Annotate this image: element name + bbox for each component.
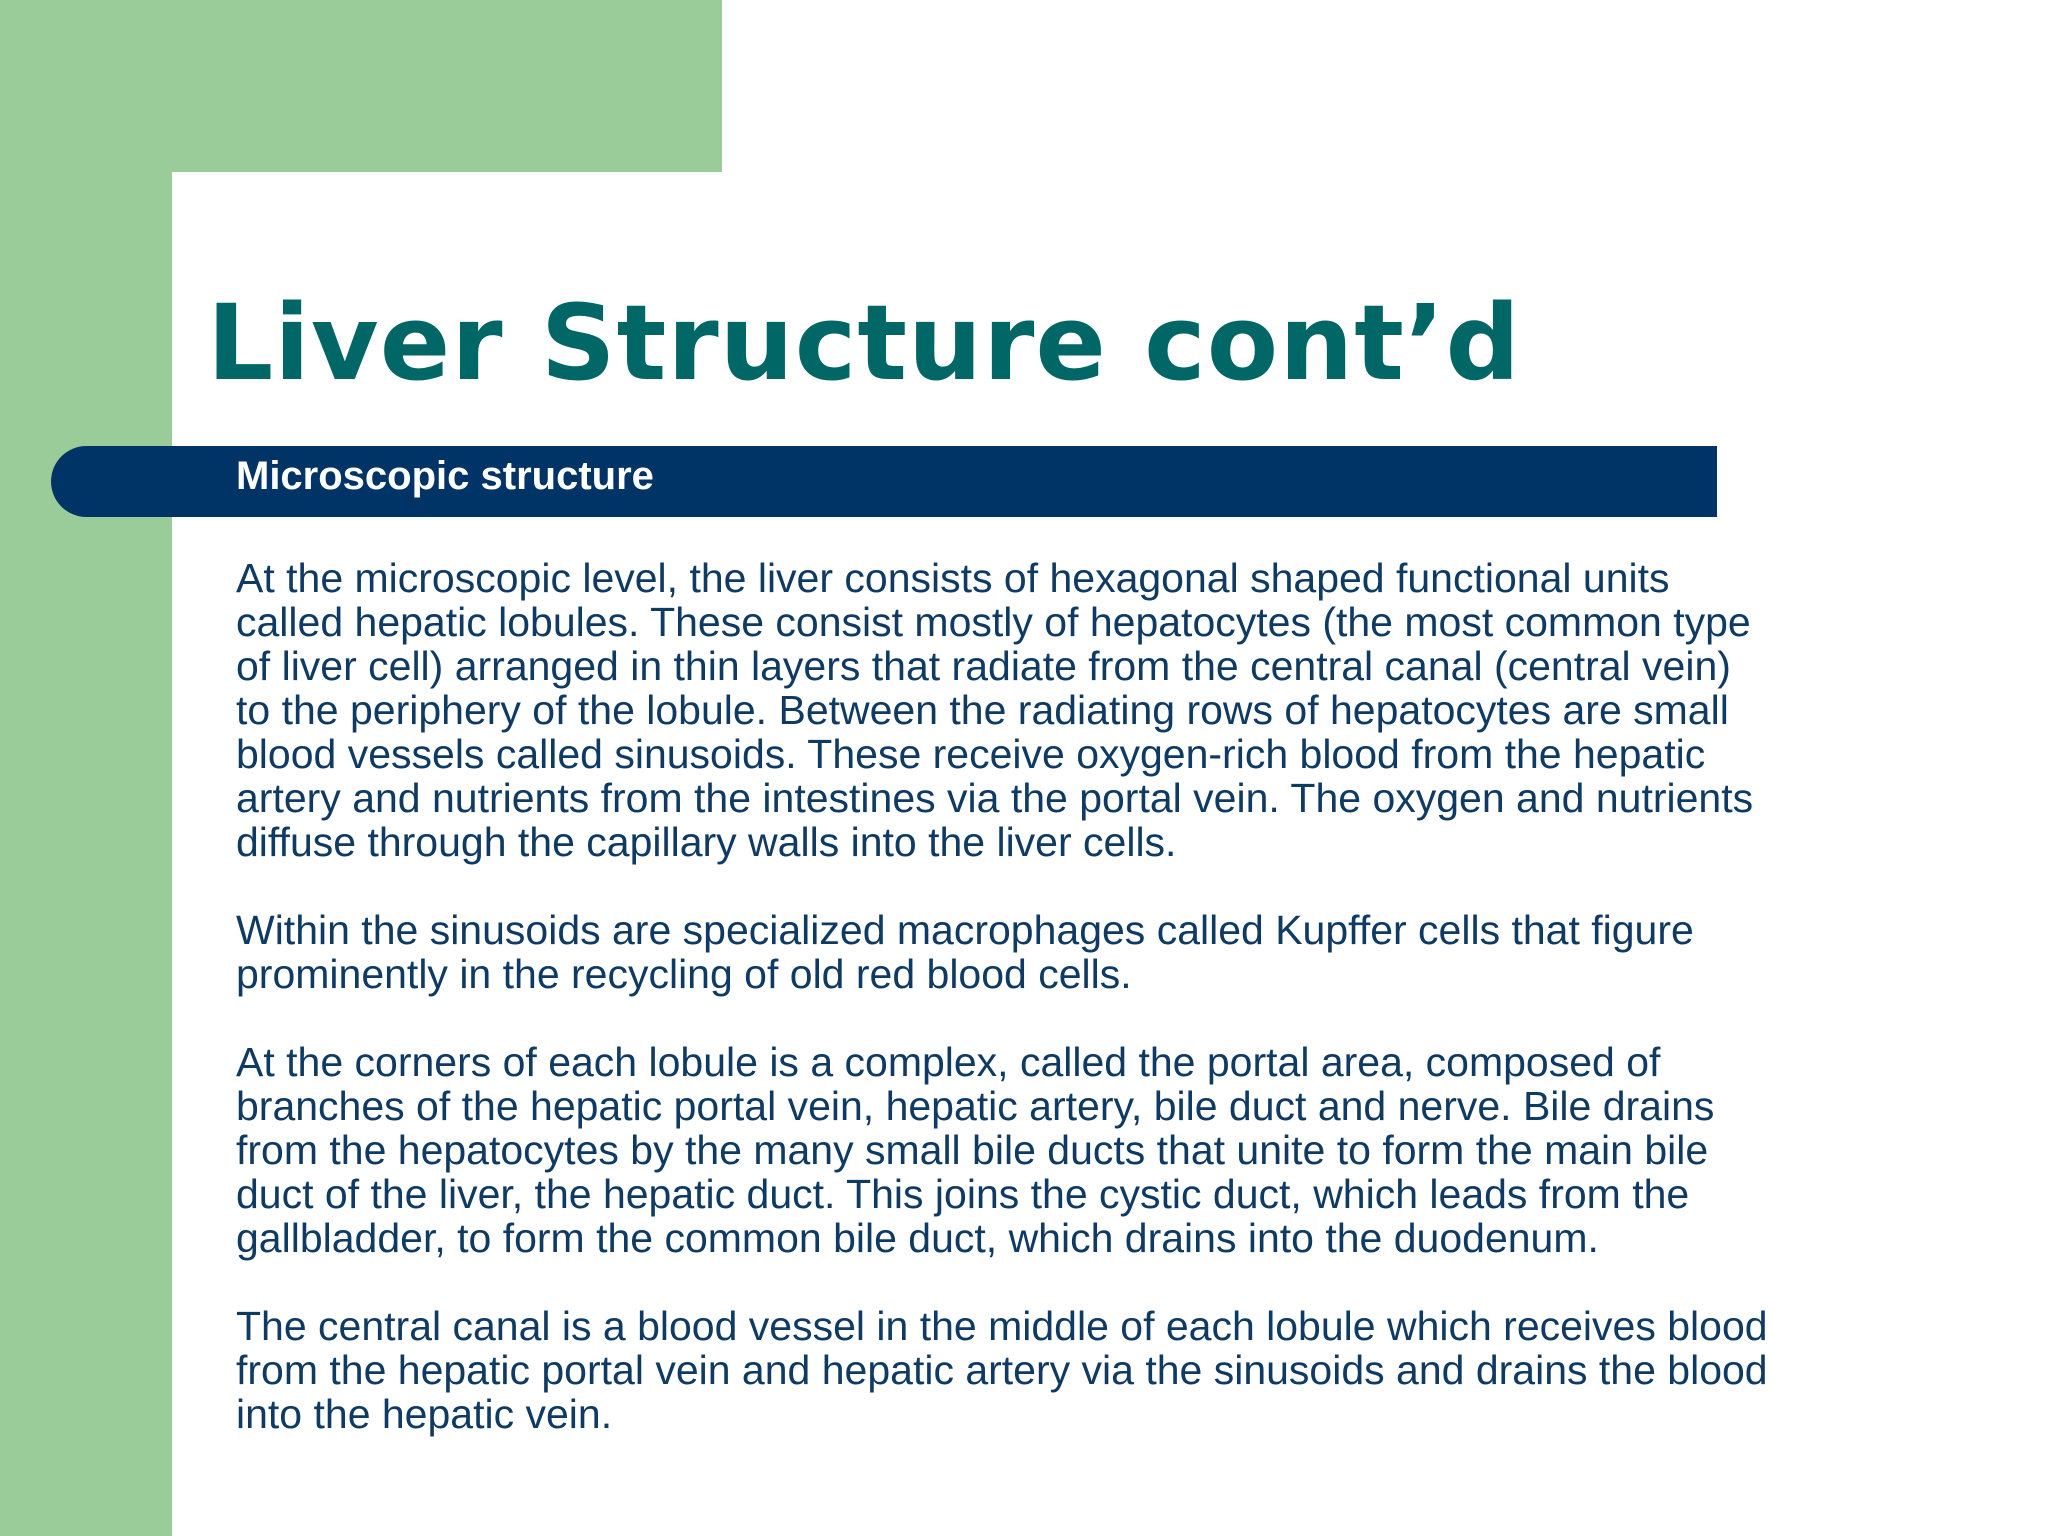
paragraph-central-canal: The central canal is a blood vessel in the middle of each lobule which receives blood from the hepatic portal vein and hepatic artery via the sinusoids and drains the blood into the hepatic vein. xyxy=(236,1303,1768,1437)
green-top-decoration xyxy=(0,0,722,172)
green-sidebar-decoration xyxy=(0,0,172,1536)
section-banner xyxy=(51,446,1717,517)
paragraph-lobules: At the microscopic level, the liver consists of hexagonal shaped functional units called hepatic lobules. These consist mostly of hepatocytes (the most common type of liver cell) arranged in thin layers that radiate from the central canal (central vein) to the periphery of the lobule. Between the radiating rows of hepatocytes are small blood vessels called sinusoids. These receive oxygen-rich blood from the hepatic artery and nutrients from the intestines via the portal vein. The oxygen and nutrients diffuse through the capillary walls into the liver cells. xyxy=(236,555,1754,865)
paragraph-portal-area: At the corners of each lobule is a complex, called the portal area, composed of branches of the hepatic portal vein, hepatic artery, bile duct and nerve. Bile drains from the hepatocytes by the many small bile ducts that unite to form the main bile duct of the liver, the hepatic duct. This joins the cystic duct, which leads from the gallbladder, to form the common bile duct, which drains into the duodenum. xyxy=(236,1039,1715,1261)
slide-title: Liver Structure cont’d xyxy=(207,282,1521,404)
paragraph-kupffer-cells: Within the sinusoids are specialized macrophages called Kupffer cells that figure prominently in the recycling of old red blood cells. xyxy=(236,907,1694,997)
body-text xyxy=(236,556,2016,1436)
section-heading: Microscopic structure xyxy=(236,454,654,498)
